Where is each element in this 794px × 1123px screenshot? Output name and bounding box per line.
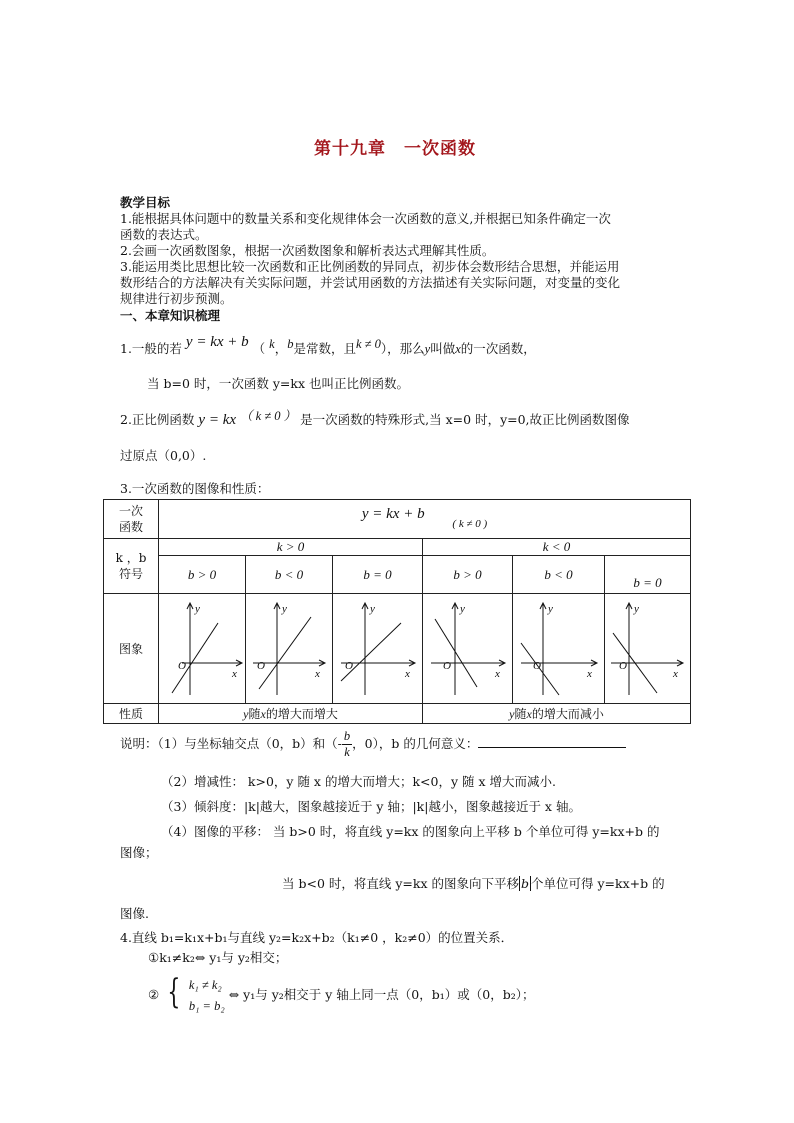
graph-cell-3	[333, 594, 423, 704]
item1-definition	[120, 334, 536, 358]
graph-k-pos-b-neg	[247, 597, 331, 701]
row-label-function	[104, 500, 159, 539]
item2-condition: （ k ≠ 0 ）	[240, 409, 297, 423]
row-label-sign	[104, 539, 159, 594]
system-brace: {	[167, 972, 181, 1012]
origin-label: O	[257, 659, 265, 672]
objective-line-3: 2.会画一次函数图象，根据一次函数图象和解析表达式理解其性质。	[120, 243, 495, 258]
graph-k-neg-b-zero	[607, 597, 689, 701]
k-negative-header: k < 0	[423, 539, 691, 556]
item4-case-1: ①k₁≠k₂⇔ y₁与 y₂相交；	[148, 950, 288, 965]
graph-k-neg-b-pos	[425, 597, 511, 701]
property-k-positive	[159, 704, 423, 724]
objectives-heading: 教学目标	[120, 195, 171, 210]
system-eq-2: b₁ = b₂	[188, 999, 225, 1013]
note-1-suffix: ，0），b 的几何意义：	[352, 736, 479, 751]
b-case-1: b > 0	[159, 556, 246, 594]
y-label: y	[195, 602, 200, 615]
b-case-5: b < 0	[513, 556, 605, 594]
prop-neg-end: 的增大而减小	[531, 707, 604, 721]
y-label: y	[282, 602, 287, 615]
item1-comma: ，	[274, 341, 288, 356]
prop-pos-end: 的增大而增大	[265, 707, 338, 721]
item2-definition	[120, 410, 630, 429]
b-case-3: b = 0	[333, 556, 423, 594]
note-1-fraction	[342, 729, 352, 760]
note-4-line-3	[282, 874, 665, 892]
prop-pos-x: x	[260, 707, 266, 721]
function-line	[341, 623, 401, 681]
item1-rest-a: ），那么	[380, 341, 425, 356]
item1-y: y	[424, 342, 431, 356]
item1-formula: y = kx + b	[185, 334, 249, 350]
k-positive-header: k > 0	[159, 539, 423, 556]
fraction-numerator: b	[343, 729, 351, 743]
prop-neg-x: x	[526, 707, 532, 721]
linear-function-table	[103, 499, 691, 724]
note-4-line-4: 图像.	[120, 906, 149, 921]
item1-note: 当 b=0 时，一次函数 y=kx 也叫正比例函数。	[147, 376, 409, 391]
item1-const-text: 是常数，且	[293, 341, 356, 356]
row-label-sign-text: k ，b 符号	[115, 551, 147, 581]
system-equations	[189, 975, 225, 1017]
note-2: （2）增减性： k>0，y 随 x 的增大而增大；k<0，y 随 x 增大而减小.	[161, 774, 556, 789]
x-label: x	[232, 667, 237, 680]
case-2-mark: ②	[148, 987, 160, 1002]
graph-cell-4	[423, 594, 513, 704]
note-4-line-2: 图像；	[120, 845, 158, 860]
note-4-line-3a: 当 b<0 时，将直线 y=kx 的图象向下平移	[282, 876, 519, 891]
item1-x: x	[455, 342, 461, 356]
note-3: （3）倾斜度：|k|越大，图象越接近于 y 轴；|k|越小，图象越接近于 x 轴。	[161, 799, 581, 814]
objective-line-6: 规律进行初步预测。	[120, 291, 233, 306]
item1-rest-b: 叫做	[430, 341, 456, 356]
note-4-line-1: （4）图像的平移： 当 b>0 时，将直线 y=kx 的图象向上平移 b 个单位可得 y=kx+b 的	[161, 824, 660, 839]
row-label-graph: 图象	[104, 594, 159, 704]
x-label: x	[586, 667, 592, 680]
b-case-4: b > 0	[423, 556, 513, 594]
function-line	[172, 623, 218, 693]
objective-line-4: 3.能运用类比思想比较一次函数和正比例函数的异同点，初步体会数形结合思想，并能运用	[120, 259, 620, 274]
x-label: x	[672, 667, 678, 680]
prop-pos-y: y	[243, 707, 249, 721]
item3-heading: 3.一次函数的图像和性质：	[120, 481, 270, 496]
x-label: x	[404, 667, 410, 680]
origin-label: O	[532, 659, 541, 672]
row-label-function-text: 一次 函数	[118, 504, 143, 534]
item2-formula: y = kx	[198, 412, 237, 428]
case-2-rest: ⇔ y₁与 y₂相交于 y 轴上同一点（0，b₁）或（0，b₂）；	[228, 987, 535, 1002]
page-title: 第十九章 一次函数	[314, 139, 476, 159]
graph-k-neg-b-neg	[515, 597, 603, 701]
table-condition: ( k ≠ 0 )	[452, 517, 488, 530]
item2-origin: 过原点（0,0）.	[120, 448, 207, 463]
note-4-line-3b: 个单位可得 y=kx+b 的	[531, 876, 665, 891]
b-case-6: b = 0	[605, 556, 691, 594]
x-label: x	[494, 667, 500, 680]
origin-label: O	[618, 659, 627, 672]
graph-k-pos-b-pos	[160, 597, 244, 701]
item1-paren-open: （	[252, 341, 266, 356]
objective-line-1: 1.能根据具体问题中的数量关系和变化规律体会一次函数的意义,并根据已知条件确定一次	[120, 211, 611, 226]
graph-k-pos-b-zero	[335, 597, 421, 701]
row-label-property: 性质	[104, 704, 159, 724]
note-1	[120, 729, 626, 760]
prop-pos-mid: 随	[248, 707, 261, 721]
prop-neg-mid: 随	[514, 707, 527, 721]
y-label: y	[369, 602, 375, 615]
origin-label: O	[178, 659, 186, 672]
graph-cell-2	[246, 594, 333, 704]
objective-line-5: 数形结合的方法解决有关实际问题，并尝试用函数的方法描述有关实际问题，对变量的变化	[120, 275, 621, 290]
item1-prefix: 1.一般的若	[120, 341, 182, 356]
property-k-negative	[423, 704, 691, 724]
graph-cell-1	[159, 594, 246, 704]
item1-k: k	[269, 337, 275, 351]
y-label: y	[459, 602, 465, 615]
item1-rest-c: 的一次函数，	[460, 341, 536, 356]
graph-cell-6	[605, 594, 691, 704]
origin-label: O	[442, 659, 451, 672]
abs-b: b	[520, 876, 529, 891]
section-heading: 一、本章知识梳理	[120, 308, 221, 323]
objective-line-2: 函数的表达式。	[120, 227, 208, 242]
item4-case-2	[148, 972, 535, 1017]
item2-prefix: 2.正比例函数	[120, 412, 195, 427]
item1-b: b	[287, 337, 294, 351]
prop-neg-y: y	[509, 707, 515, 721]
fraction-denominator: k	[344, 745, 350, 759]
note-1-prefix: 说明：（1）与坐标轴交点（0，b）和（-	[120, 736, 342, 751]
item4-text: 4.直线 b₁=k₁x+b₁与直线 y₂=k₂x+b₂（k₁≠0 ，k₂≠0）的位置关系．	[120, 930, 514, 945]
b-case-2: b < 0	[246, 556, 333, 594]
y-label: y	[633, 602, 639, 615]
function-line	[259, 617, 311, 689]
graph-cell-5	[513, 594, 605, 704]
x-label: x	[315, 667, 320, 680]
system-eq-1: k₁ ≠ k₂	[188, 978, 222, 992]
answer-blank[interactable]	[478, 736, 626, 748]
y-label: y	[547, 602, 553, 615]
table-formula: y = kx + b	[361, 505, 425, 522]
function-line	[435, 619, 477, 687]
origin-label: O	[344, 659, 353, 672]
general-form-cell	[159, 500, 691, 539]
item1-condition: k ≠ 0	[355, 337, 381, 351]
item2-rest: 是一次函数的特殊形式,当 x=0 时，y=0,故正比例函数图像	[300, 412, 630, 427]
